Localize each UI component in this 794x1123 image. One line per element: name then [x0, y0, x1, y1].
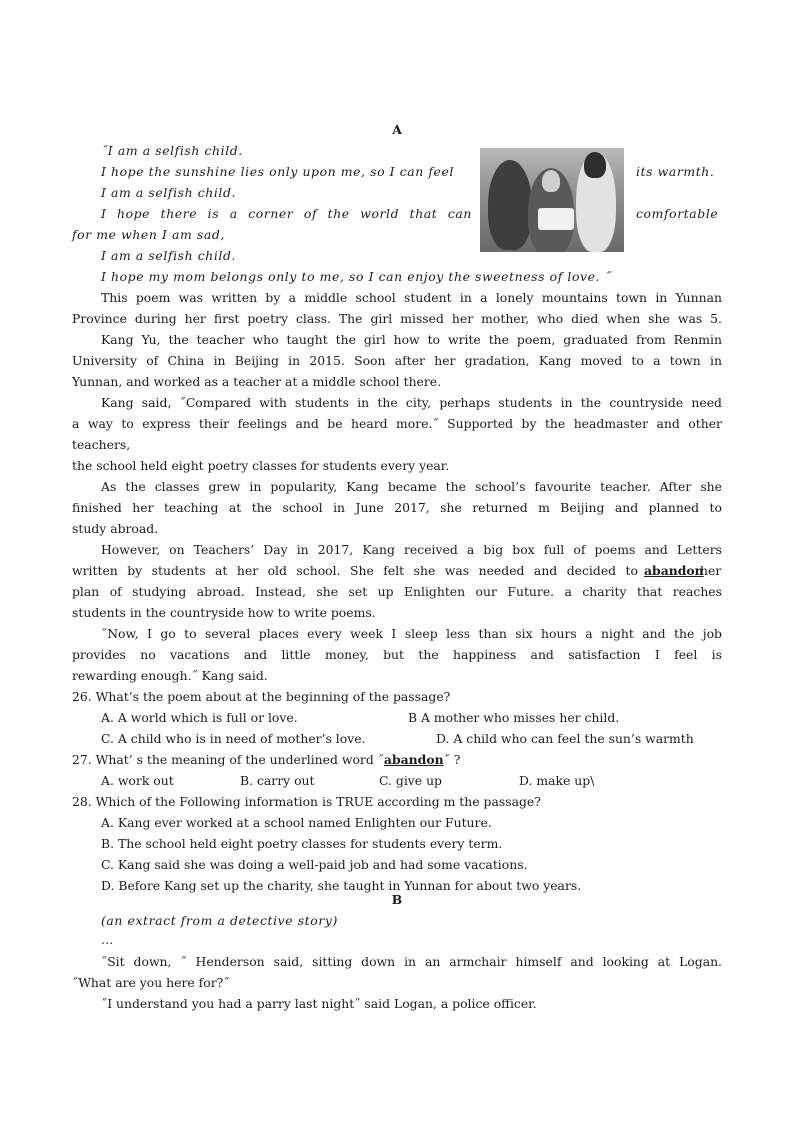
question-27-stem-prefix: 27. What’ s the meaning of the underlined word ˝: [72, 752, 384, 767]
section-a-heading: A: [392, 122, 402, 137]
question-26-option-b: B A mother who misses her child.: [408, 710, 620, 725]
paragraph-line: Yunnan, and worked as a teacher at a middle school there.: [72, 374, 442, 389]
paragraph-line: Kang said, ˝Compared with students in the city, perhaps students in the countryside need: [101, 395, 722, 410]
girls-reading-photo: [480, 148, 624, 252]
paragraph-line: This poem was written by a middle school student in a lonely mountains town in Yunnan: [101, 290, 722, 305]
question-28-option-c: C. Kang said she was doing a well-paid job and had some vacations.: [101, 857, 528, 872]
paragraph-line: teachers,: [72, 437, 131, 452]
paragraph-line: students in the countryside how to write poems.: [72, 605, 376, 620]
paragraph-line: University of China in Beijing in 2015. Soon after her gradation, Kang moved to a town in: [72, 353, 722, 368]
question-27-stem: [72, 752, 460, 768]
question-27-stem-suffix: ˝ ?: [443, 752, 461, 767]
paragraph-line: ˝Now, I go to several places every week I sleep less than six hours a night and the job: [101, 626, 722, 641]
poem-line: its warmth.: [636, 164, 715, 179]
question-28-option-d: D. Before Kang set up the charity, she taught in Yunnan for about two years.: [101, 878, 582, 893]
poem-line: I am a selfish child.: [101, 248, 237, 263]
paragraph-line: study abroad.: [72, 521, 159, 536]
poem-line: I hope the sunshine lies only upon me, so I can feel: [101, 164, 454, 179]
poem-line: I hope there is a corner of the world that can: [101, 206, 472, 221]
paragraph-line: Province during her first poetry class. The girl missed her mother, who died when she was 5.: [72, 311, 722, 326]
paragraph-line: written by students at her old school. She felt she was needed and decided to: [72, 563, 638, 578]
question-27-option-d: D. make up\: [519, 773, 595, 788]
poem-line: I am a selfish child.: [101, 185, 237, 200]
section-b-ellipsis: …: [101, 932, 114, 947]
question-28-option-b: B. The school held eight poetry classes for students every term.: [101, 836, 503, 851]
section-b-heading: B: [391, 892, 403, 907]
paragraph-line: the school held eight poetry classes for students every year.: [72, 458, 450, 473]
paragraph-line: Kang Yu, the teacher who taught the girl how to write the poem, graduated from Renmin: [101, 332, 722, 347]
poem-line: I hope my mom belongs only to me, so I can enjoy the sweetness of love. ˝: [101, 269, 612, 284]
story-line: ˝What are you here for?˝: [72, 975, 230, 990]
question-27-option-a: A. work out: [101, 773, 174, 788]
story-line: ˝I understand you had a parry last night˝ said Logan, a police officer.: [101, 996, 537, 1011]
paragraph-line: provides no vacations and little money, but the happiness and satisfaction I feel is: [72, 647, 722, 662]
paragraph-line: rewarding enough.˝ Kang said.: [72, 668, 268, 683]
question-27-option-b: B. carry out: [240, 773, 315, 788]
question-27-option-c: C. give up: [379, 773, 442, 788]
poem-line: ˝I am a selfish child.: [101, 143, 243, 158]
paragraph-line: her: [700, 563, 722, 578]
question-26-option-a: A. A world which is full or love.: [101, 710, 298, 725]
paragraph-line: plan of studying abroad. Instead, she set up Enlighten our Future. a charity that reaches: [72, 584, 722, 599]
poem-line: for me when I am sad,: [72, 227, 225, 242]
question-26-option-d: D. A child who can feel the sun’s warmth: [436, 731, 694, 746]
question-28-stem: 28. Which of the Following information is TRUE according m the passage?: [72, 794, 541, 809]
paragraph-line: finished her teaching at the school in June 2017, she returned m Beijing and planned to: [72, 500, 722, 515]
question-26-option-c: C. A child who is in need of mother’s love.: [101, 731, 366, 746]
poem-line: comfortable: [636, 206, 719, 221]
paragraph-line: As the classes grew in popularity, Kang became the school’s favourite teacher. After she: [101, 479, 722, 494]
question-28-option-a: A. Kang ever worked at a school named Enlighten our Future.: [101, 815, 492, 830]
paragraph-line: a way to express their feelings and be heard more.˝ Supported by the headmaster and other: [72, 416, 722, 431]
paragraph-line: However, on Teachers’ Day in 2017, Kang received a big box full of poems and Letters: [101, 542, 722, 557]
question-26-stem: 26. What’s the poem about at the beginning of the passage?: [72, 689, 451, 704]
section-b-note: (an extract from a detective story): [101, 913, 338, 928]
underlined-word-abandon: abandon: [644, 563, 704, 578]
story-line: ˝Sit down, ˝ Henderson said, sitting down in an armchair himself and looking at Logan.: [101, 954, 722, 969]
question-27-underlined-word: abandon: [383, 752, 444, 767]
